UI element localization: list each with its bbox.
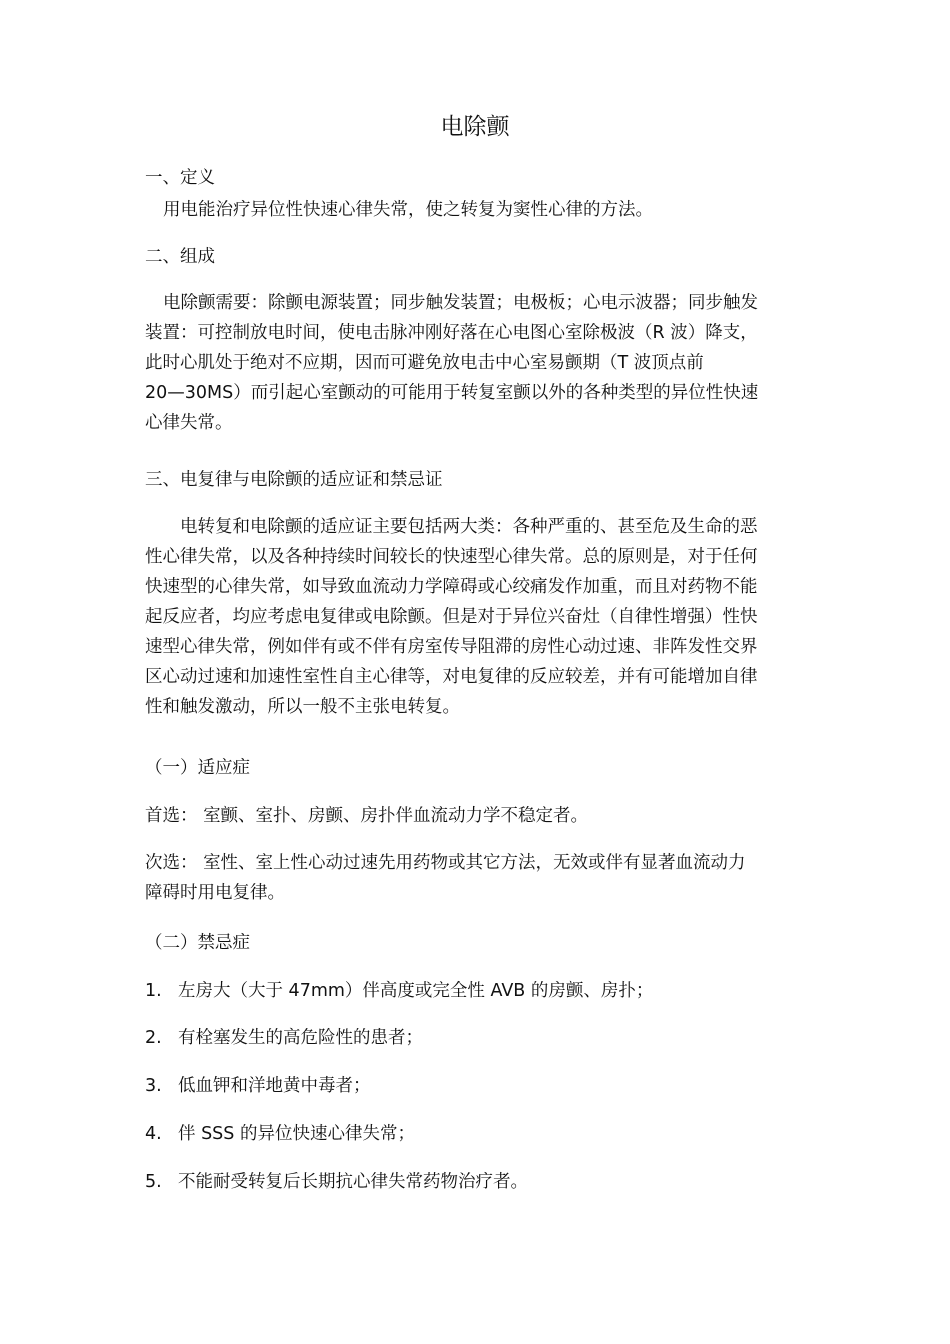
composition-line: 20—30MS）而引起心室颤动的可能用于转复室颤以外的各种类型的异位性快速: [145, 383, 759, 403]
contraindication-item: [145, 1074, 371, 1098]
item-number: 3.: [145, 1076, 162, 1096]
section-heading-composition: 二、组成: [145, 247, 215, 267]
indications-line: 起反应者，均应考虑电复律或电除颤。但是对于异位兴奋灶（自律性增强）性快: [145, 607, 758, 627]
second-choice-paragraph: [145, 848, 835, 908]
item-text: 低血钾和洋地黄中毒者；: [178, 1076, 371, 1096]
definition-text: 用电能治疗异位性快速心律失常，使之转复为窦性心律的方法。: [163, 200, 653, 220]
item-number: 4.: [145, 1124, 162, 1144]
section-heading-indications: 三、电复律与电除颤的适应证和禁忌证: [145, 470, 443, 490]
item-text: 伴 SSS 的异位快速心律失常；: [178, 1124, 415, 1144]
item-text: 左房大（大于 47mm）伴高度或完全性 AVB 的房颤、房扑；: [178, 981, 654, 1001]
subheading-contraindications: （二）禁忌症: [145, 933, 250, 953]
item-text: 有栓塞发生的高危险性的患者；: [178, 1028, 423, 1048]
subheading-indications: （一）适应症: [145, 758, 250, 778]
indications-line: 性心律失常，以及各种持续时间较长的快速型心律失常。总的原则是，对于任何: [145, 547, 758, 567]
contraindication-item: [145, 1170, 528, 1194]
item-text: 不能耐受转复后长期抗心律失常药物治疗者。: [178, 1172, 528, 1192]
composition-paragraph: [145, 288, 835, 438]
item-number: 5.: [145, 1172, 162, 1192]
first-choice-text: 首选： 室颤、室扑、房颤、房扑伴血流动力学不稳定者。: [145, 806, 589, 826]
second-choice-line: 次选： 室性、室上性心动过速先用药物或其它方法，无效或伴有显著血流动力: [145, 853, 746, 873]
composition-line: 装置：可控制放电时间，使电击脉冲刚好落在心电图心室除极波（R 波）降支，: [145, 323, 758, 343]
section-heading-definition: 一、定义: [145, 168, 215, 188]
composition-line: 心律失常。: [145, 413, 233, 433]
item-number: 1.: [145, 981, 162, 1001]
indications-line: 性和触发激动，所以一般不主张电转复。: [145, 697, 460, 717]
item-number: 2.: [145, 1028, 162, 1048]
contraindication-item: [145, 1026, 423, 1050]
indications-line: 电转复和电除颤的适应证主要包括两大类：各种严重的、甚至危及生命的恶: [180, 517, 758, 537]
indications-line: 速型心律失常，例如伴有或不伴有房室传导阻滞的房性心动过速、非阵发性交界: [145, 637, 758, 657]
contraindication-item: [145, 1122, 415, 1146]
indications-line: 区心动过速和加速性室性自主心律等，对电复律的反应较差，并有可能增加自律: [145, 667, 758, 687]
page-title: 电除颤: [440, 114, 510, 140]
composition-line: 此时心肌处于绝对不应期，因而可避免放电击中心室易颤期（T 波顶点前: [145, 353, 704, 373]
indications-paragraph: [145, 512, 835, 722]
indications-line: 快速型的心律失常，如导致血流动力学障碍或心绞痛发作加重，而且对药物不能: [145, 577, 758, 597]
composition-line: 电除颤需要：除颤电源装置；同步触发装置；电极板；心电示波器；同步触发: [163, 293, 758, 313]
second-choice-line: 障碍时用电复律。: [145, 883, 285, 903]
contraindication-item: [145, 979, 653, 1003]
